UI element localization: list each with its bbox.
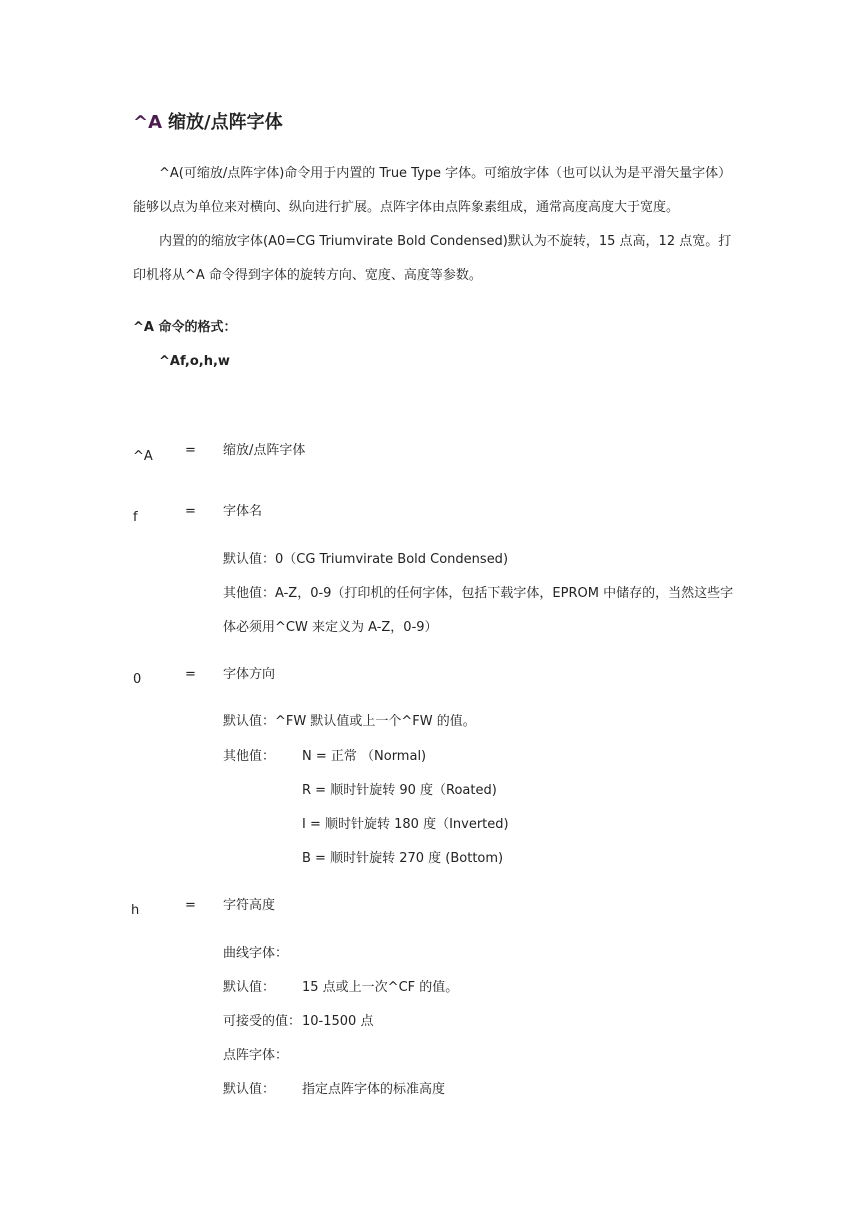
param-f-other-line2: 体必须用^CW 来定义为 A-Z，0-9） [223, 620, 438, 635]
intro-p2-line1: 内置的的缩放字体(A0=CG Triumvirate Bold Condensed)默认为不旋转，15 点高，12 点宽。打 [159, 234, 732, 249]
param-o-option-n: N = 正常 （Normal) [302, 749, 427, 764]
param-a-eq: = [185, 443, 196, 458]
param-h-accept-label: 可接受的值： [223, 1014, 302, 1029]
param-o-option-r: R = 顺时针旋转 90 度（Roated) [302, 783, 497, 798]
param-h-desc: 字符高度 [223, 898, 276, 913]
param-f-eq: = [185, 504, 196, 519]
intro-p1-line2: 能够以点为单位来对横向、纵向进行扩展。点阵字体由点阵象素组成，通常高度高度大于宽度。 [133, 200, 680, 215]
param-o-option-b: B = 顺时针旋转 270 度 (Bottom) [302, 851, 504, 866]
param-o-option-i: I = 顺时针旋转 180 度（Inverted) [302, 817, 509, 832]
param-a-desc: 缩放/点阵字体 [223, 443, 306, 458]
param-h-accept-value: 10-1500 点 [302, 1014, 374, 1029]
format-syntax: ^Af,o,h,w [159, 354, 230, 369]
param-f-default: 默认值：0（CG Triumvirate Bold Condensed) [223, 552, 509, 567]
title-text: 缩放/点阵字体 [168, 112, 283, 133]
param-o-default: 默认值：^FW 默认值或上一个^FW 的值。 [223, 714, 476, 729]
param-o-key: 0 [133, 672, 142, 687]
title-prefix: ^A [133, 112, 163, 133]
param-o-eq: = [185, 667, 196, 682]
param-h-eq: = [185, 898, 196, 913]
param-f-other-line1: 其他值：A-Z，0-9（打印机的任何字体，包括下载字体，EPROM 中储存的，当然这些字 [223, 586, 734, 601]
format-label: ^A 命令的格式： [133, 320, 237, 335]
param-h-curve-label: 曲线字体： [223, 946, 289, 961]
param-o-desc: 字体方向 [223, 667, 276, 682]
param-h-key: h [131, 903, 140, 918]
page-title [133, 112, 283, 134]
param-a-key: ^A [133, 449, 153, 464]
param-f-key: f [133, 510, 138, 525]
param-o-other-label: 其他值： [223, 749, 276, 764]
intro-p1-line1: ^A(可缩放/点阵字体)命令用于内置的 True Type 字体。可缩放字体（也可以认为是平滑矢量字体） [159, 166, 732, 181]
param-h-bitmap-default-label: 默认值： [223, 1082, 276, 1097]
param-h-curve-default-label: 默认值： [223, 980, 276, 995]
param-h-bitmap-default-value: 指定点阵字体的标准高度 [302, 1082, 446, 1097]
intro-p2-line2: 印机将从^A 命令得到字体的旋转方向、宽度、高度等参数。 [133, 268, 482, 283]
param-h-curve-default-value: 15 点或上一次^CF 的值。 [302, 980, 459, 995]
param-h-bitmap-label: 点阵字体： [223, 1048, 289, 1063]
param-f-desc: 字体名 [223, 504, 263, 519]
